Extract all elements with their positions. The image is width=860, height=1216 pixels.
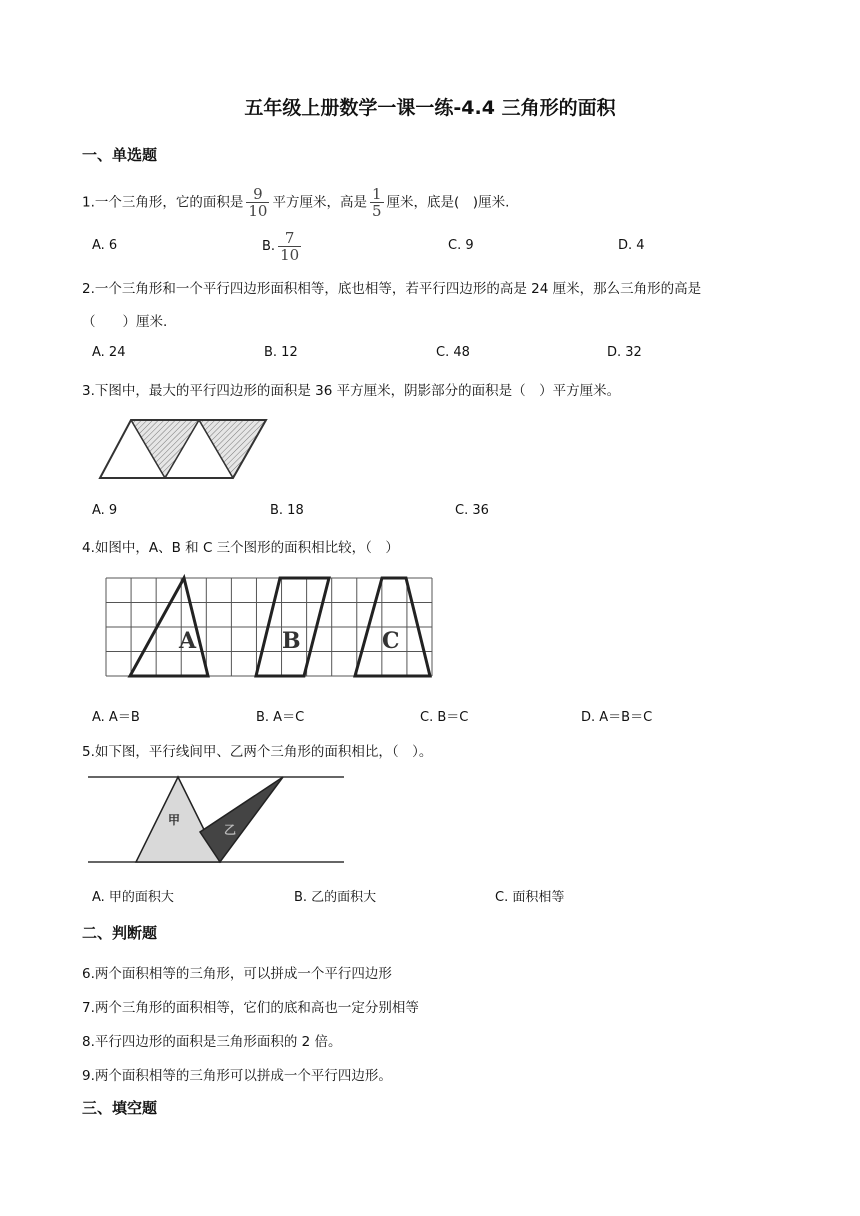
q5-option-b[interactable]: B. 乙的面积大	[294, 890, 377, 905]
label-jia: 甲	[168, 813, 181, 827]
grid-shapes-diagram	[104, 576, 434, 678]
section-heading-single-choice: 一、单选题	[82, 146, 158, 164]
question-9: 9.两个面积相等的三角形可以拼成一个平行四边形。	[82, 1068, 392, 1084]
question-7: 7.两个三角形的面积相等，它们的底和高也一定分别相等	[82, 1000, 419, 1016]
shape-b-label: B	[282, 628, 301, 654]
q3-option-b[interactable]: B. 18	[270, 503, 304, 518]
shaded-triangle-right	[199, 420, 266, 478]
fraction-7-10: $\frac{7}{10}$	[280, 229, 300, 264]
fraction-1-5: $\frac{1}{5}$	[371, 185, 382, 220]
page-title: 五年级上册数学一课一练-4.4 三角形的面积	[244, 97, 616, 119]
question-2-line-2: （ ）厘米.	[82, 314, 168, 330]
question-2-line-1: 2.一个三角形和一个平行四边形面积相等，底也相等，若平行四边形的高是 24 厘米，那么三角形的高是	[82, 281, 702, 297]
q2-option-b[interactable]: B. 12	[264, 345, 298, 360]
triangle-yi	[200, 777, 283, 862]
q2-option-a[interactable]: A. 24	[92, 345, 126, 360]
q4-option-b[interactable]: B. A＝C	[256, 710, 305, 725]
question-8: 8.平行四边形的面积是三角形面积的 2 倍。	[82, 1034, 342, 1050]
q4-option-c[interactable]: C. B＝C	[420, 710, 469, 725]
q2-option-d[interactable]: D. 32	[607, 345, 642, 360]
parallelogram-diagram	[98, 418, 273, 484]
shape-a-label: A	[179, 628, 197, 654]
fraction-9-10: $\frac{9}{10}$	[248, 185, 268, 220]
question-1-text-end: 厘米，底是( )厘米.	[386, 194, 510, 211]
q3-option-c[interactable]: C. 36	[455, 503, 489, 518]
q5-option-c[interactable]: C. 面积相等	[495, 890, 565, 905]
question-5: 5.如下图，平行线间甲、乙两个三角形的面积相比，（ ）。	[82, 744, 433, 760]
q2-option-c[interactable]: C. 48	[436, 345, 470, 360]
q3-option-a[interactable]: A. 9	[92, 503, 118, 518]
question-1	[82, 186, 509, 219]
q1-option-c[interactable]: C. 9	[448, 238, 474, 253]
question-4: 4.如图中，A、B 和 C 三个图形的面积相比较，（ ）	[82, 540, 399, 556]
label-yi: 乙	[224, 823, 237, 837]
q4-option-d[interactable]: D. A＝B＝C	[581, 710, 653, 725]
shape-c-label: C	[382, 628, 400, 654]
shaded-triangle-left	[131, 420, 199, 478]
q4-option-a[interactable]: A. A＝B	[92, 710, 140, 725]
q1-option-d[interactable]: D. 4	[618, 238, 645, 253]
parallel-lines-triangles-diagram	[88, 772, 348, 866]
question-6: 6.两个面积相等的三角形，可以拼成一个平行四边形	[82, 966, 392, 982]
question-1-text-mid: 平方厘米，高是	[272, 194, 367, 211]
q1-option-a[interactable]: A. 6	[92, 238, 118, 253]
section-heading-fill-in: 三、填空题	[82, 1099, 158, 1117]
q1-option-b[interactable]: B. $\frac{7}{10}$	[262, 229, 300, 264]
section-heading-true-false: 二、判断题	[82, 924, 158, 942]
q5-option-a[interactable]: A. 甲的面积大	[92, 890, 174, 905]
question-1-text-start: 1.一个三角形，它的面积是	[82, 194, 244, 211]
question-3: 3.下图中，最大的平行四边形的面积是 36 平方厘米，阴影部分的面积是（ ）平方厘米。	[82, 383, 621, 399]
